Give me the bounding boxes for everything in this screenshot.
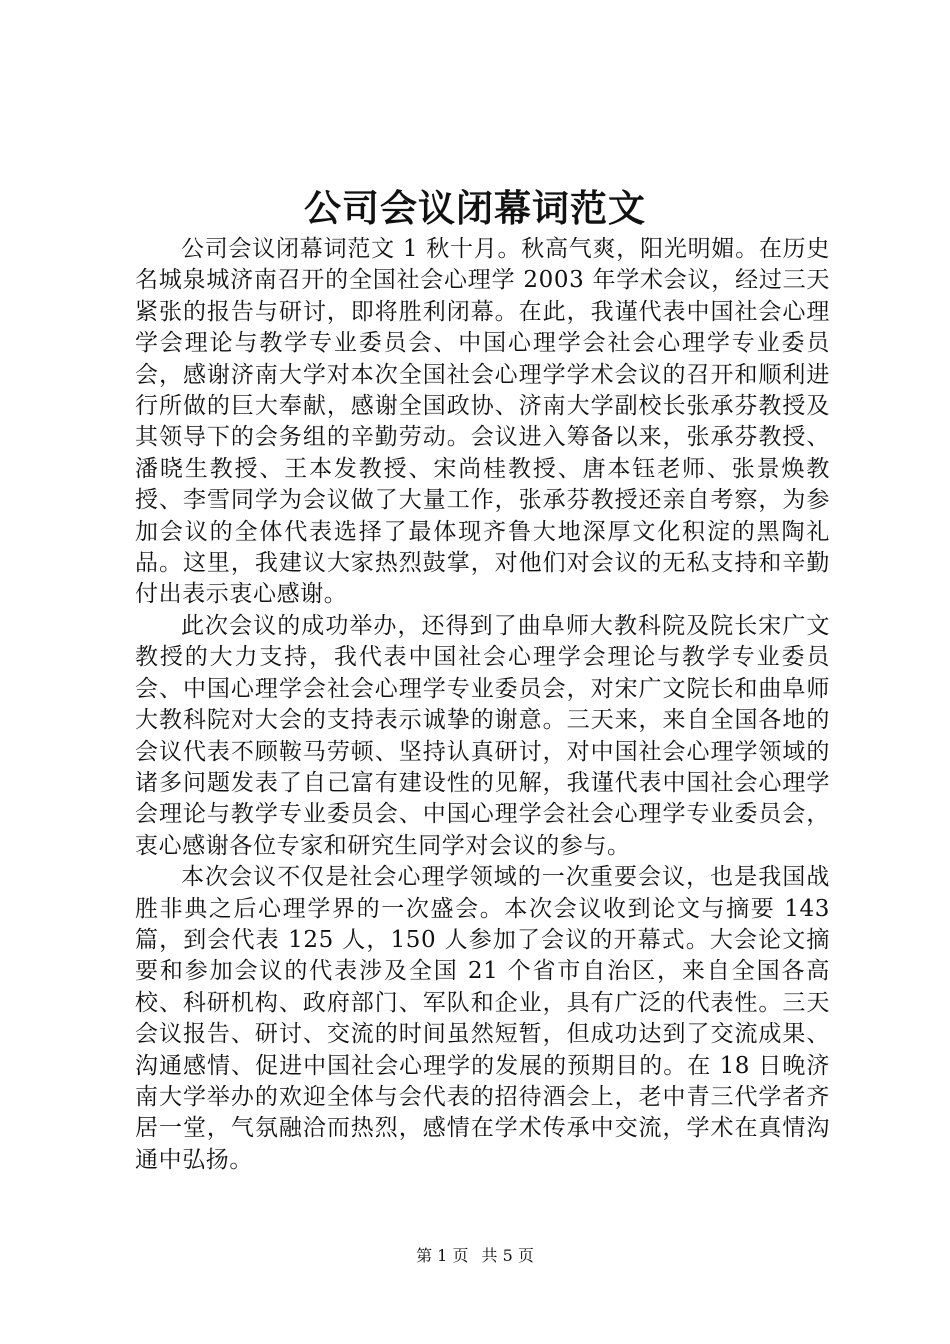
paragraph: 本次会议不仅是社会心理学领域的一次重要会议，也是我国战胜非典之后心理学界的一次盛会。本次会议收到论文与摘要 143 篇，到会代表 125 人，150 人参加了会议的开幕式。大会论文摘要和参加会议的代表涉及全国 21 个省市自治区，来自全国各高校、科研机构、政府部门、军队和企业，具有广泛的代表性。三天会议报告、研讨、交流的时间虽然短暂，但成功达到了交流成果、沟通感情、促进中国社会心理学的发展的预期目的。在 18 日晚济南大学举办的欢迎全体与会代表的招待酒会上，老中青三代学者齐居一堂，气氛融洽而热烈，感情在学术传承中交流，学术在真情沟通中弘扬。 [135,864,830,1173]
paragraph: 公司会议闭幕词范文 1 秋十月。秋高气爽，阳光明媚。在历史名城泉城济南召开的全国社会心理学 2003 年学术会议，经过三天紧张的报告与研讨，即将胜利闭幕。在此，我谨代表中国社会心理学会理论与教学专业委员会、中国心理学会社会心理学专业委员会，感谢济南大学对本次全国社会心理学学术会议的召开和顺利进行所做的巨大奉献，感谢全国政协、济南大学副校长张承芬教授及其领导下的会务组的辛勤劳动。会议进入筹备以来，张承芬教授、潘晓生教授、王本发教授、宋尚桂教授、唐本钰老师、张景焕教授、李雪同学为会议做了大量工作，张承芬教授还亲自考察，为参加会议的全体代表选择了最体现齐鲁大地深厚文化积淀的黑陶礼品。这里，我建议大家热烈鼓掌，对他们对会议的无私支持和辛勤付出表示衷心感谢。 [135,236,830,608]
page-total: 共 5 页 [481,1246,534,1265]
paragraph: 此次会议的成功举办，还得到了曲阜师大教科院及院长宋广文教授的大力支持，我代表中国社会心理学会理论与教学专业委员会、中国心理学会社会心理学专业委员会，对宋广文院长和曲阜师大教科院对大会的支持表示诚挚的谢意。三天来，来自全国各地的会议代表不顾鞍马劳顿、坚持认真研讨，对中国社会心理学领域的诸多问题发表了自己富有建设性的见解，我谨代表中国社会心理学会理论与教学专业委员会、中国心理学会社会心理学专业委员会，衷心感谢各位专家和研究生同学对会议的参与。 [135,612,830,859]
page-footer [0,1245,950,1267]
document-body [135,234,830,1176]
document-title: 公司会议闭幕词范文 [304,186,646,230]
page-number: 第 1 页 [416,1246,469,1265]
